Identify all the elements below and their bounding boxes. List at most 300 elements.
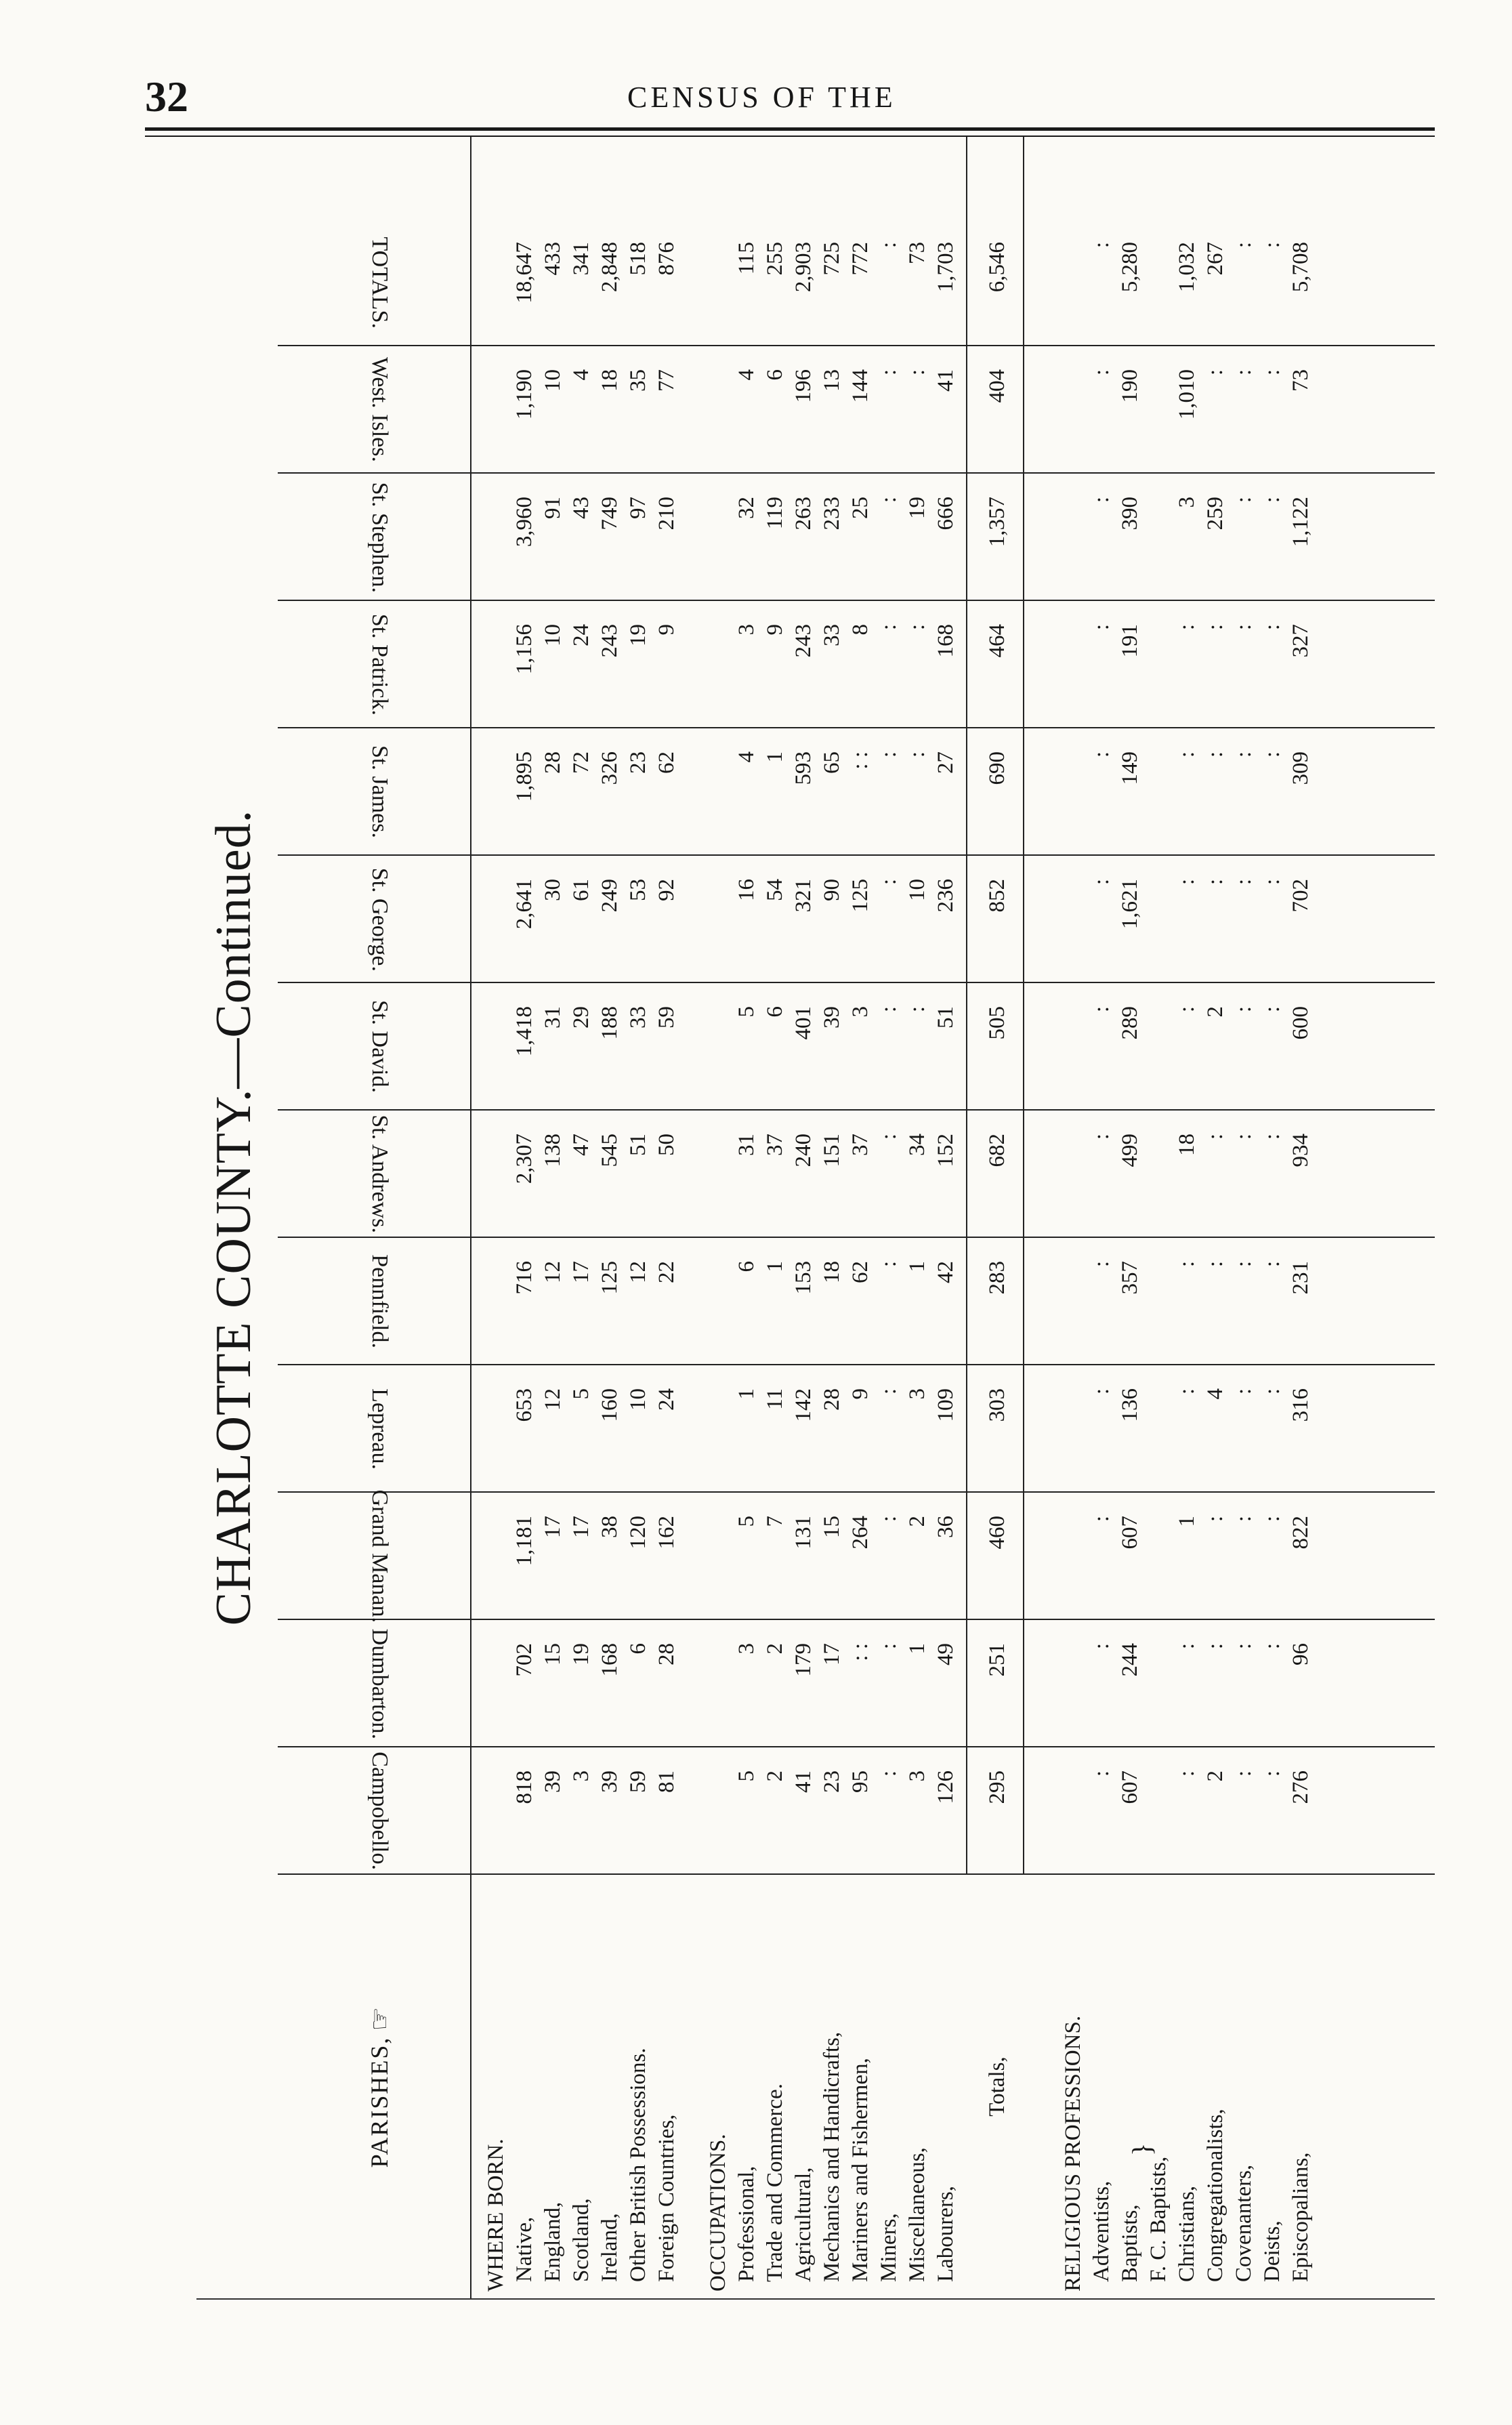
row-label: Congregationalists, bbox=[1203, 2109, 1227, 2282]
column-header-label: St. Andrews. bbox=[367, 1115, 392, 1234]
table-cell: 109 bbox=[933, 1388, 958, 1422]
table-cell: 6,546 bbox=[985, 242, 1009, 293]
table-cell: 433 bbox=[541, 242, 565, 276]
table-cell: : bbox=[877, 1516, 901, 1522]
table-cell: 231 bbox=[1288, 1261, 1313, 1295]
table-row bbox=[569, 137, 597, 2298]
table-row bbox=[734, 137, 763, 2298]
table-cell: 3 bbox=[1175, 497, 1199, 508]
table-row bbox=[905, 137, 933, 2298]
table-cell: 326 bbox=[597, 751, 622, 785]
table-cell: : bbox=[1260, 751, 1284, 758]
table-cell: 10 bbox=[905, 879, 929, 901]
table-cell: : bbox=[1232, 1516, 1256, 1522]
table-cell: : bbox=[1260, 497, 1284, 503]
table-cell: 153 bbox=[791, 1261, 816, 1295]
column-header bbox=[285, 1489, 474, 1623]
table-cell: : bbox=[1089, 1006, 1114, 1013]
table-cell: 125 bbox=[597, 1261, 622, 1295]
column-header bbox=[285, 1111, 474, 1238]
table-cell: 73 bbox=[1288, 369, 1313, 392]
table-cell: 19 bbox=[626, 624, 650, 646]
row-label: Labourers, bbox=[933, 2185, 958, 2282]
table-cell: 3,960 bbox=[512, 497, 537, 547]
table-cell: 51 bbox=[933, 1006, 958, 1029]
column-header bbox=[285, 474, 474, 601]
table-cell: 24 bbox=[654, 1388, 679, 1411]
section-title bbox=[484, 137, 512, 2298]
table-cell: 41 bbox=[933, 369, 958, 392]
table-cell: 2 bbox=[763, 1770, 787, 1782]
table-cell: 27 bbox=[933, 751, 958, 774]
table-cell: 131 bbox=[791, 1516, 816, 1550]
table-cell: 115 bbox=[734, 242, 759, 275]
table-cell: : bbox=[1089, 879, 1114, 886]
table-cell: : bbox=[1260, 242, 1284, 249]
table-cell: 10 bbox=[626, 1388, 650, 1411]
table-cell: 168 bbox=[597, 1643, 622, 1677]
table-cell: 1 bbox=[763, 751, 787, 763]
table-cell: 295 bbox=[985, 1770, 1009, 1804]
table-cell: 6 bbox=[763, 1006, 787, 1018]
table-cell: 401 bbox=[791, 1006, 816, 1040]
table-cell: 607 bbox=[1118, 1516, 1142, 1550]
table-cell: 303 bbox=[985, 1388, 1009, 1422]
table-cell: 19 bbox=[905, 497, 929, 519]
table-cell: 191 bbox=[1118, 624, 1142, 658]
table-cell: 263 bbox=[791, 497, 816, 531]
column-header bbox=[285, 856, 474, 983]
row-label: Baptists, bbox=[1118, 2204, 1142, 2282]
table-cell: 1,122 bbox=[1288, 497, 1313, 547]
table-cell: : bbox=[1203, 369, 1227, 376]
table-cell: 4 bbox=[734, 369, 759, 381]
table-cell: : bbox=[1260, 879, 1284, 886]
table-row bbox=[1118, 137, 1146, 2298]
table-cell: 41 bbox=[791, 1770, 816, 1793]
table-cell: 518 bbox=[626, 242, 650, 276]
table-row bbox=[791, 137, 820, 2298]
column-header bbox=[285, 1365, 474, 1493]
column-header-label: Dumbarton. bbox=[367, 1628, 392, 1739]
table-cell: 59 bbox=[654, 1006, 679, 1029]
column-header-label: Pennfield. bbox=[367, 1254, 392, 1349]
row-label: England, bbox=[541, 2201, 565, 2282]
table-cell: 1 bbox=[905, 1643, 929, 1655]
table-cell: 327 bbox=[1288, 624, 1313, 658]
table-cell: 283 bbox=[985, 1261, 1009, 1295]
table-cell: : bbox=[1232, 242, 1256, 249]
table-cell: 16 bbox=[734, 879, 759, 901]
table-cell: 151 bbox=[820, 1134, 844, 1167]
table-cell: 243 bbox=[597, 624, 622, 658]
table-cell: 2 bbox=[905, 1516, 929, 1527]
table-cell: : bbox=[1089, 1516, 1114, 1522]
table-cell: : bbox=[905, 369, 929, 376]
pointing-hand-icon: ☞ bbox=[364, 2005, 395, 2031]
table-cell: 24 bbox=[569, 624, 593, 646]
table-cell: 276 bbox=[1288, 1770, 1313, 1804]
table-cell: 54 bbox=[763, 879, 787, 901]
table-cell: : bbox=[1089, 1388, 1114, 1395]
table-cell: 3 bbox=[734, 1643, 759, 1655]
row-label: Scotland, bbox=[569, 2198, 593, 2282]
table-row bbox=[1089, 137, 1118, 2298]
table-cell: 1,032 bbox=[1175, 242, 1199, 293]
table-cell: 1,703 bbox=[933, 242, 958, 293]
table-cell: 2 bbox=[1203, 1006, 1227, 1018]
table-cell: : bbox=[1175, 751, 1199, 758]
stub-header bbox=[285, 1875, 474, 2298]
column-header bbox=[285, 983, 474, 1111]
table-cell: 2 bbox=[763, 1643, 787, 1655]
table-cell: 2,848 bbox=[597, 242, 622, 293]
table-cell: : bbox=[1232, 1134, 1256, 1140]
table-cell: 33 bbox=[820, 624, 844, 646]
table-cell: : bbox=[1089, 751, 1114, 758]
table-cell: 10 bbox=[541, 624, 565, 646]
table-cell: 702 bbox=[512, 1643, 537, 1677]
table-cell: 152 bbox=[933, 1134, 958, 1167]
row-label: Mechanics and Handicrafts, bbox=[820, 2031, 844, 2282]
table-cell: 716 bbox=[512, 1261, 537, 1295]
table-cell: 5,708 bbox=[1288, 242, 1313, 293]
totals-rule bbox=[966, 137, 967, 1875]
table-cell: 42 bbox=[933, 1261, 958, 1283]
table-cell: 653 bbox=[512, 1388, 537, 1422]
table-cell: 91 bbox=[541, 497, 565, 519]
table-row bbox=[1232, 137, 1260, 2298]
table-cell: : bbox=[1260, 1006, 1284, 1013]
table-cell: 17 bbox=[569, 1261, 593, 1283]
column-header-label: St. James. bbox=[367, 745, 392, 839]
table-cell: 168 bbox=[933, 624, 958, 658]
table-cell: : bbox=[1232, 879, 1256, 886]
row-label: Agricultural, bbox=[791, 2167, 816, 2282]
table-cell: 5,280 bbox=[1118, 242, 1142, 293]
table-cell: 316 bbox=[1288, 1388, 1313, 1422]
table-cell: : bbox=[1232, 751, 1256, 758]
column-header bbox=[285, 1620, 474, 1747]
table-cell: : bbox=[1203, 1261, 1227, 1268]
table-cell: 1 bbox=[734, 1388, 759, 1400]
table-cell: 233 bbox=[820, 497, 844, 531]
table-cell: 31 bbox=[734, 1134, 759, 1156]
table-cell: : bbox=[877, 1006, 901, 1013]
row-label: F. C. Baptists, bbox=[1146, 2156, 1171, 2282]
table-cell: 8 bbox=[848, 624, 873, 636]
table-cell: 18 bbox=[820, 1261, 844, 1283]
table-cell: : bbox=[1260, 1643, 1284, 1650]
table-cell: 690 bbox=[985, 751, 1009, 785]
table-cell: : bbox=[1175, 1006, 1199, 1013]
table-cell: 243 bbox=[791, 624, 816, 658]
table-cell: 25 bbox=[848, 497, 873, 519]
table-cell: 32 bbox=[734, 497, 759, 519]
table-cell: 702 bbox=[1288, 879, 1313, 913]
table-cell: : bbox=[1260, 1134, 1284, 1140]
table-cell: : bbox=[1260, 369, 1284, 376]
table-cell: 28 bbox=[654, 1643, 679, 1665]
table-cell: : bbox=[1232, 624, 1256, 631]
table-cell: 3 bbox=[905, 1388, 929, 1400]
table-cell: : bbox=[1260, 1261, 1284, 1268]
table-cell: 36 bbox=[933, 1516, 958, 1538]
table-cell: 321 bbox=[791, 879, 816, 913]
table-cell: 267 bbox=[1203, 242, 1227, 276]
totals-row bbox=[985, 137, 1013, 2298]
table-cell: 51 bbox=[626, 1134, 650, 1156]
table-cell: 249 bbox=[597, 879, 622, 913]
table-cell: 9 bbox=[763, 624, 787, 636]
table-cell: 39 bbox=[597, 1770, 622, 1793]
table-cell: 38 bbox=[597, 1516, 622, 1538]
table-cell: : bbox=[1089, 1261, 1114, 1268]
table-cell: 142 bbox=[791, 1388, 816, 1422]
table-cell: 73 bbox=[905, 242, 929, 264]
table-cell: 196 bbox=[791, 369, 816, 403]
table-cell: 62 bbox=[654, 751, 679, 774]
table-row bbox=[848, 137, 877, 2298]
table-cell: : bbox=[1089, 1134, 1114, 1140]
table-cell: 5 bbox=[734, 1516, 759, 1527]
table-cell: : bbox=[1089, 1770, 1114, 1777]
table-cell: : bbox=[1203, 624, 1227, 631]
table-cell: : bbox=[1089, 242, 1114, 249]
table-cell: 1,181 bbox=[512, 1516, 537, 1567]
table-cell: 3 bbox=[569, 1770, 593, 1782]
column-header-label: TOTALS. bbox=[367, 236, 392, 329]
table-cell: 37 bbox=[763, 1134, 787, 1156]
table-cell: 244 bbox=[1118, 1643, 1142, 1677]
table-cell: : bbox=[1232, 1643, 1256, 1650]
table-cell: 725 bbox=[820, 242, 844, 276]
table-cell: : bbox=[1175, 1770, 1199, 1777]
table-cell: 90 bbox=[820, 879, 844, 901]
table-cell: : bbox=[877, 1261, 901, 1268]
table-cell: : bbox=[1260, 1516, 1284, 1522]
table-cell: 19 bbox=[569, 1643, 593, 1665]
table-cell: : bbox=[1203, 751, 1227, 758]
table-cell: 1 bbox=[763, 1261, 787, 1272]
table-cell: 6 bbox=[626, 1643, 650, 1655]
column-header-label: Grand Manan. bbox=[367, 1489, 392, 1623]
header-rule bbox=[145, 127, 1435, 131]
table-cell: 59 bbox=[626, 1770, 650, 1793]
table-cell: 47 bbox=[569, 1134, 593, 1156]
table-row bbox=[1288, 137, 1317, 2298]
table-cell: 259 bbox=[1203, 497, 1227, 531]
table-cell: : bbox=[1203, 1134, 1227, 1140]
table-cell: 50 bbox=[654, 1134, 679, 1156]
table-cell: 162 bbox=[654, 1516, 679, 1550]
table-cell: 7 bbox=[763, 1516, 787, 1527]
row-label: Mariners and Fishermen, bbox=[848, 2058, 873, 2282]
table-cell: : bbox=[1260, 624, 1284, 631]
table-cell: 53 bbox=[626, 879, 650, 901]
table-cell: : bbox=[1175, 879, 1199, 886]
table-cell: : bbox=[1175, 624, 1199, 631]
table-row bbox=[626, 137, 654, 2298]
page-number: 32 bbox=[145, 72, 188, 121]
table-cell: 30 bbox=[541, 879, 565, 901]
table-cell: 39 bbox=[820, 1006, 844, 1029]
table-cell: 822 bbox=[1288, 1516, 1313, 1550]
table-cell: 6 bbox=[734, 1261, 759, 1272]
table-cell: 37 bbox=[848, 1134, 873, 1156]
table-cell: 251 bbox=[985, 1643, 1009, 1677]
table-cell: 1,357 bbox=[985, 497, 1009, 547]
table-cell: 65 bbox=[820, 751, 844, 774]
table-cell: 125 bbox=[848, 879, 873, 913]
table-caption: CHARLOTTE COUNTY.—Continued. bbox=[206, 809, 261, 1626]
row-label: Professional, bbox=[734, 2165, 759, 2282]
table-cell: 236 bbox=[933, 879, 958, 913]
table-cell: 29 bbox=[569, 1006, 593, 1029]
table-cell: : bbox=[877, 1770, 901, 1777]
table-cell: : bbox=[877, 1134, 901, 1140]
table-cell: 23 bbox=[820, 1770, 844, 1793]
table-cell: 1,418 bbox=[512, 1006, 537, 1057]
row-label: Episcopalians, bbox=[1288, 2152, 1313, 2282]
table-cell: : bbox=[1232, 497, 1256, 503]
section-title bbox=[706, 137, 734, 2298]
table-cell: 4 bbox=[569, 369, 593, 381]
table-cell: 505 bbox=[985, 1006, 1009, 1040]
table-cell: 666 bbox=[933, 497, 958, 531]
column-header-label: St. Stephen. bbox=[367, 482, 392, 593]
table-cell: 9 bbox=[654, 624, 679, 636]
column-header bbox=[285, 1747, 474, 1875]
table-cell: : bbox=[1232, 1388, 1256, 1395]
section-title-label: RELIGIOUS PROFESSIONS. bbox=[1061, 2015, 1085, 2292]
table-cell: 390 bbox=[1118, 497, 1142, 531]
column-header-label: St. George. bbox=[367, 867, 392, 972]
table-cell: 2,307 bbox=[512, 1134, 537, 1184]
table-cell: : : bbox=[848, 751, 873, 770]
row-label: Covenanters, bbox=[1232, 2164, 1256, 2282]
table-cell: : bbox=[1175, 1643, 1199, 1650]
table-cell: 240 bbox=[791, 1134, 816, 1167]
column-header bbox=[285, 601, 474, 728]
table-cell: : bbox=[1089, 1643, 1114, 1650]
row-label: Adventists, bbox=[1089, 2180, 1114, 2282]
table-cell: : bbox=[877, 1643, 901, 1650]
table-row bbox=[1175, 137, 1203, 2298]
table-cell: 144 bbox=[848, 369, 873, 403]
header-rule bbox=[470, 137, 471, 2298]
table-cell: 545 bbox=[597, 1134, 622, 1167]
table-bottom-rule bbox=[196, 2298, 1435, 2300]
table-cell: 593 bbox=[791, 751, 816, 785]
table-cell: 772 bbox=[848, 242, 873, 276]
row-label: Native, bbox=[512, 2216, 537, 2282]
table-cell: : bbox=[877, 497, 901, 503]
row-label: Other British Possessions. bbox=[626, 2048, 650, 2282]
table-row bbox=[1260, 137, 1288, 2298]
table-cell: 5 bbox=[734, 1770, 759, 1782]
table-cell: 190 bbox=[1118, 369, 1142, 403]
table-cell: 5 bbox=[734, 1006, 759, 1018]
table-cell: 934 bbox=[1288, 1134, 1313, 1167]
table-cell: 749 bbox=[597, 497, 622, 531]
table-cell: 5 bbox=[569, 1388, 593, 1400]
table-cell: 499 bbox=[1118, 1134, 1142, 1167]
column-header bbox=[285, 219, 474, 346]
stub-header-label: PARISHES, bbox=[366, 2036, 393, 2168]
table-cell: : bbox=[877, 1388, 901, 1395]
row-label: Christians, bbox=[1175, 2185, 1199, 2282]
table-cell: 81 bbox=[654, 1770, 679, 1793]
column-header-label: St. David. bbox=[367, 1000, 392, 1094]
table-cell: : bbox=[905, 1006, 929, 1013]
table-cell: 77 bbox=[654, 369, 679, 392]
table-cell: 33 bbox=[626, 1006, 650, 1029]
column-header bbox=[285, 346, 474, 474]
table-cell: 35 bbox=[626, 369, 650, 392]
table-cell: 92 bbox=[654, 879, 679, 901]
row-label: Totals, bbox=[985, 2056, 1009, 2117]
table-cell: 1 bbox=[905, 1261, 929, 1272]
table-cell: 95 bbox=[848, 1770, 873, 1793]
table-cell: : bbox=[877, 369, 901, 376]
brace-mark: } bbox=[1127, 2142, 1157, 2156]
table-cell: 49 bbox=[933, 1643, 958, 1665]
table-cell: : bbox=[1203, 1643, 1227, 1650]
table-cell: 126 bbox=[933, 1770, 958, 1804]
column-header-label: Campobello. bbox=[367, 1752, 392, 1871]
column-header-label: St. Patrick. bbox=[367, 613, 392, 716]
table-cell: 309 bbox=[1288, 751, 1313, 785]
table-cell: 852 bbox=[985, 879, 1009, 913]
table-row bbox=[541, 137, 569, 2298]
column-header-label: West. Isles. bbox=[367, 357, 392, 463]
running-head: CENSUS OF THE bbox=[627, 81, 896, 114]
table-cell: : bbox=[1089, 497, 1114, 503]
table-cell: 15 bbox=[541, 1643, 565, 1665]
row-label: Ireland, bbox=[597, 2213, 622, 2282]
table-cell: 138 bbox=[541, 1134, 565, 1167]
table-cell: 682 bbox=[985, 1134, 1009, 1167]
table-cell: 18,647 bbox=[512, 242, 537, 304]
table-row bbox=[933, 137, 962, 2298]
table-cell: 464 bbox=[985, 624, 1009, 658]
table-cell: : bbox=[877, 751, 901, 758]
census-table bbox=[196, 137, 1435, 2298]
table-row bbox=[763, 137, 791, 2298]
table-cell: : bbox=[1260, 1770, 1284, 1777]
table-cell: : bbox=[1232, 1006, 1256, 1013]
row-label: Trade and Commerce. bbox=[763, 2084, 787, 2282]
table-cell: 1,895 bbox=[512, 751, 537, 802]
table-cell: 72 bbox=[569, 751, 593, 774]
table-row bbox=[820, 137, 848, 2298]
table-cell: 12 bbox=[626, 1261, 650, 1283]
table-row bbox=[654, 137, 683, 2298]
table-cell: 28 bbox=[820, 1388, 844, 1411]
table-cell: 149 bbox=[1118, 751, 1142, 785]
section-title-label: OCCUPATIONS. bbox=[706, 2134, 730, 2292]
table-cell: 12 bbox=[541, 1261, 565, 1283]
table-cell: 9 bbox=[848, 1388, 873, 1400]
table-cell: 13 bbox=[820, 369, 844, 392]
table-cell: 2 bbox=[1203, 1770, 1227, 1782]
table-cell: 34 bbox=[905, 1134, 929, 1156]
table-cell: 357 bbox=[1118, 1261, 1142, 1295]
section-title-label: WHERE BORN. bbox=[484, 2138, 508, 2292]
table-cell: 22 bbox=[654, 1261, 679, 1283]
table-cell: : : bbox=[848, 1643, 873, 1661]
